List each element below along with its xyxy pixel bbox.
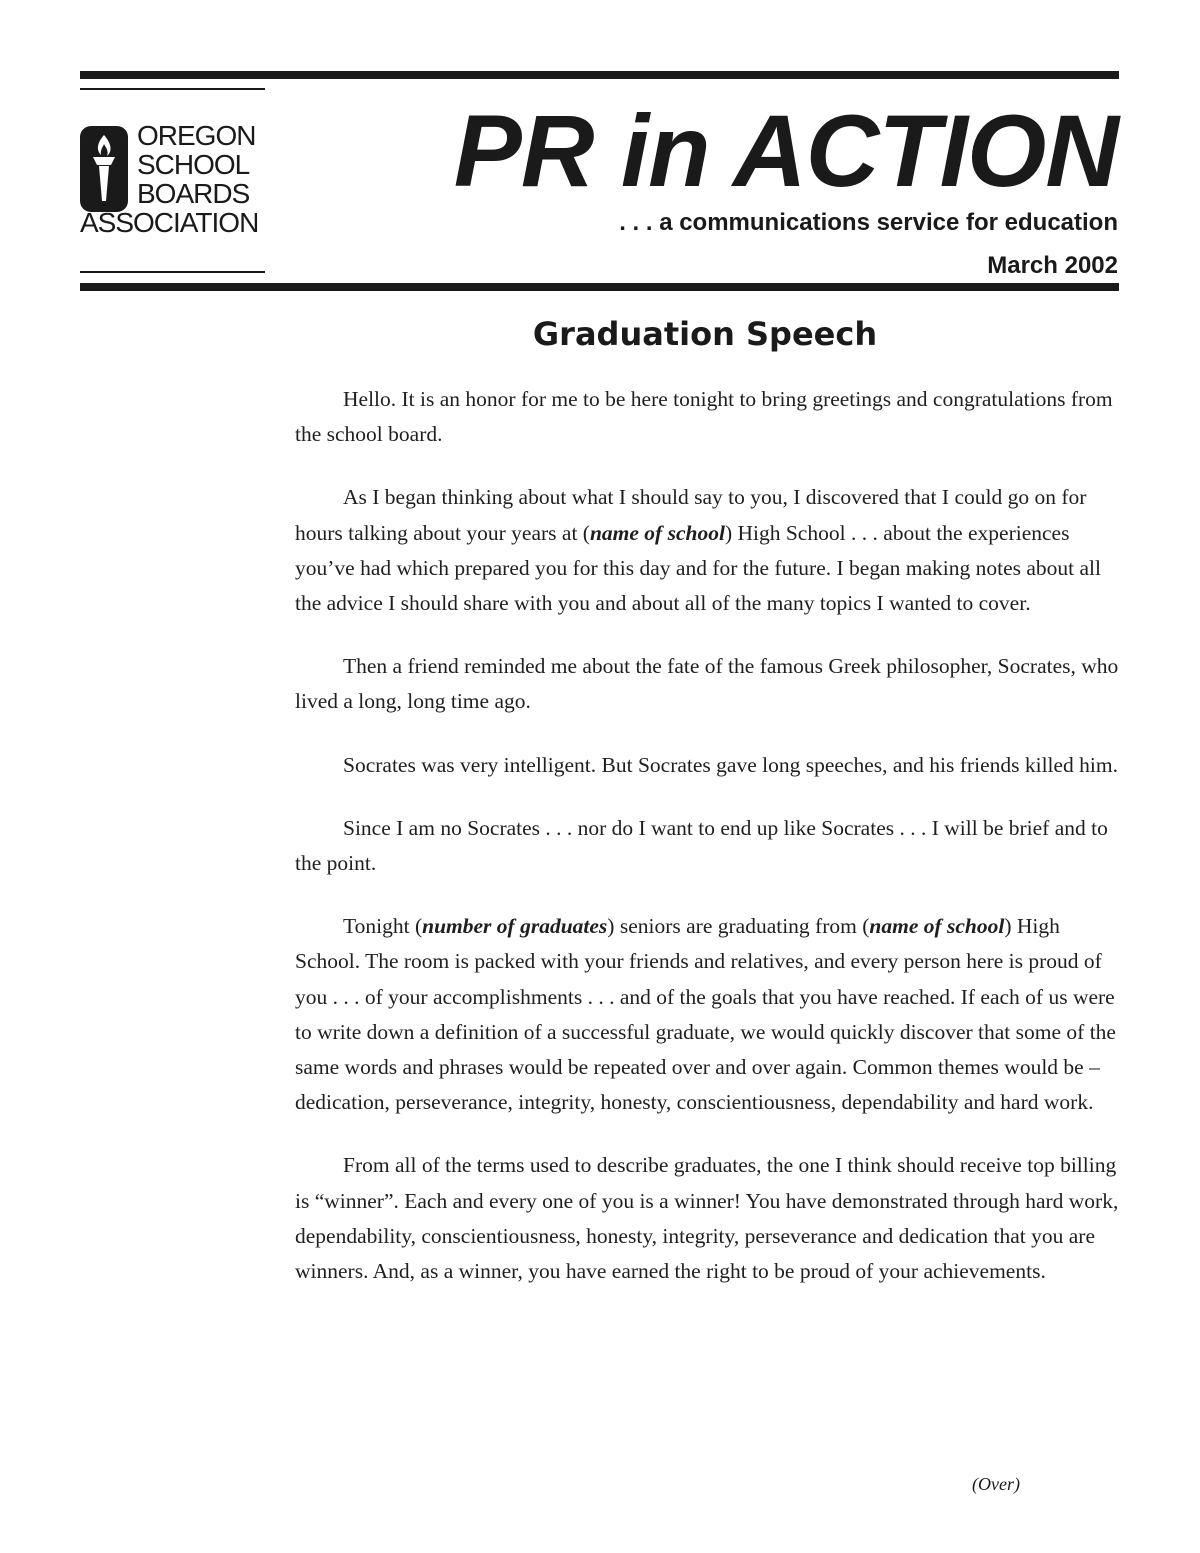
speech-paragraph — [295, 811, 1121, 881]
issue-date: March 2002 — [987, 252, 1118, 279]
masthead-bottom-rule — [80, 283, 1119, 291]
speech-paragraph — [295, 382, 1121, 452]
org-line-3: BOARDS — [137, 178, 250, 209]
masthead-top-rule — [80, 71, 1119, 79]
speech-paragraph — [295, 909, 1121, 1120]
placeholder-text: number of graduates — [422, 914, 608, 939]
paragraph-text: Hello. It is an honor for me to be here tonight to bring greetings and congratulations from the school board. — [295, 387, 1113, 447]
continued-note: (Over) — [972, 1474, 1020, 1494]
paragraph-text: ) High School . . . about the experiences you’ve had which prepared you for this day and for the future. I began making notes about all the advice I should share with you and about all of the many topics I wanted to cover. — [295, 520, 1101, 616]
placeholder-text: name of school — [589, 520, 725, 545]
paragraph-text: ) High School. The room is packed with your friends and relatives, and every person here is proud of you . . . of your accomplishments . . . and of the goals that you have reached. If each of us were to write down a definition of a successful graduate, we would quickly discover that some of the same words and phrases would be repeated over and over again. Common themes would be – dedication, perseverance, integrity, honesty, conscientiousness, dependability and hard work. — [295, 914, 1116, 1115]
logo-bottom-rule — [80, 271, 265, 273]
speech-paragraph — [295, 480, 1121, 621]
paragraph-text: Since I am no Socrates . . . nor do I want to end up like Socrates . . . I will be brief and to the point. — [295, 815, 1108, 876]
paragraph-text: Tonight ( — [343, 914, 423, 939]
org-line-1: OREGON — [137, 120, 256, 151]
organization-name — [80, 120, 259, 238]
placeholder-text: name of school — [869, 914, 1005, 939]
logo-top-rule — [80, 88, 265, 90]
org-line-2: SCHOOL — [137, 149, 250, 180]
torch-icon — [80, 126, 128, 212]
paragraph-text: Socrates was very intelligent. But Socrates gave long speeches, and his friends killed him. — [343, 752, 1119, 777]
document-title: Graduation Speech — [532, 315, 878, 353]
speech-paragraph — [295, 649, 1121, 719]
speech-paragraph — [295, 1148, 1121, 1289]
speech-body — [295, 382, 1121, 1317]
osba-logo — [80, 121, 280, 241]
paragraph-text: Then a friend reminded me about the fate of the famous Greek philosopher, Socrates, who lived a long, long time ago. — [295, 654, 1119, 714]
speech-paragraph — [295, 748, 1121, 783]
org-line-4: ASSOCIATION — [80, 207, 259, 238]
publication-title: PR in ACTION — [453, 94, 1118, 208]
publication-tagline: . . . a communications service for education — [619, 209, 1118, 236]
paragraph-text: From all of the terms used to describe graduates, the one I think should receive top billing is “winner”. Each and every one of you is a winner! You have demonstrated through hard work, dependability, conscientiousness, honesty, integrity, perseverance and dedication that you are winners. And, as a winner, you have earned the right to be proud of your achievements. — [295, 1153, 1119, 1284]
paragraph-text: As I began thinking about what I should say to you, I discovered that I could go on for hours talking about your years at ( — [295, 485, 1087, 545]
paragraph-text: ) seniors are graduating from ( — [607, 914, 870, 939]
